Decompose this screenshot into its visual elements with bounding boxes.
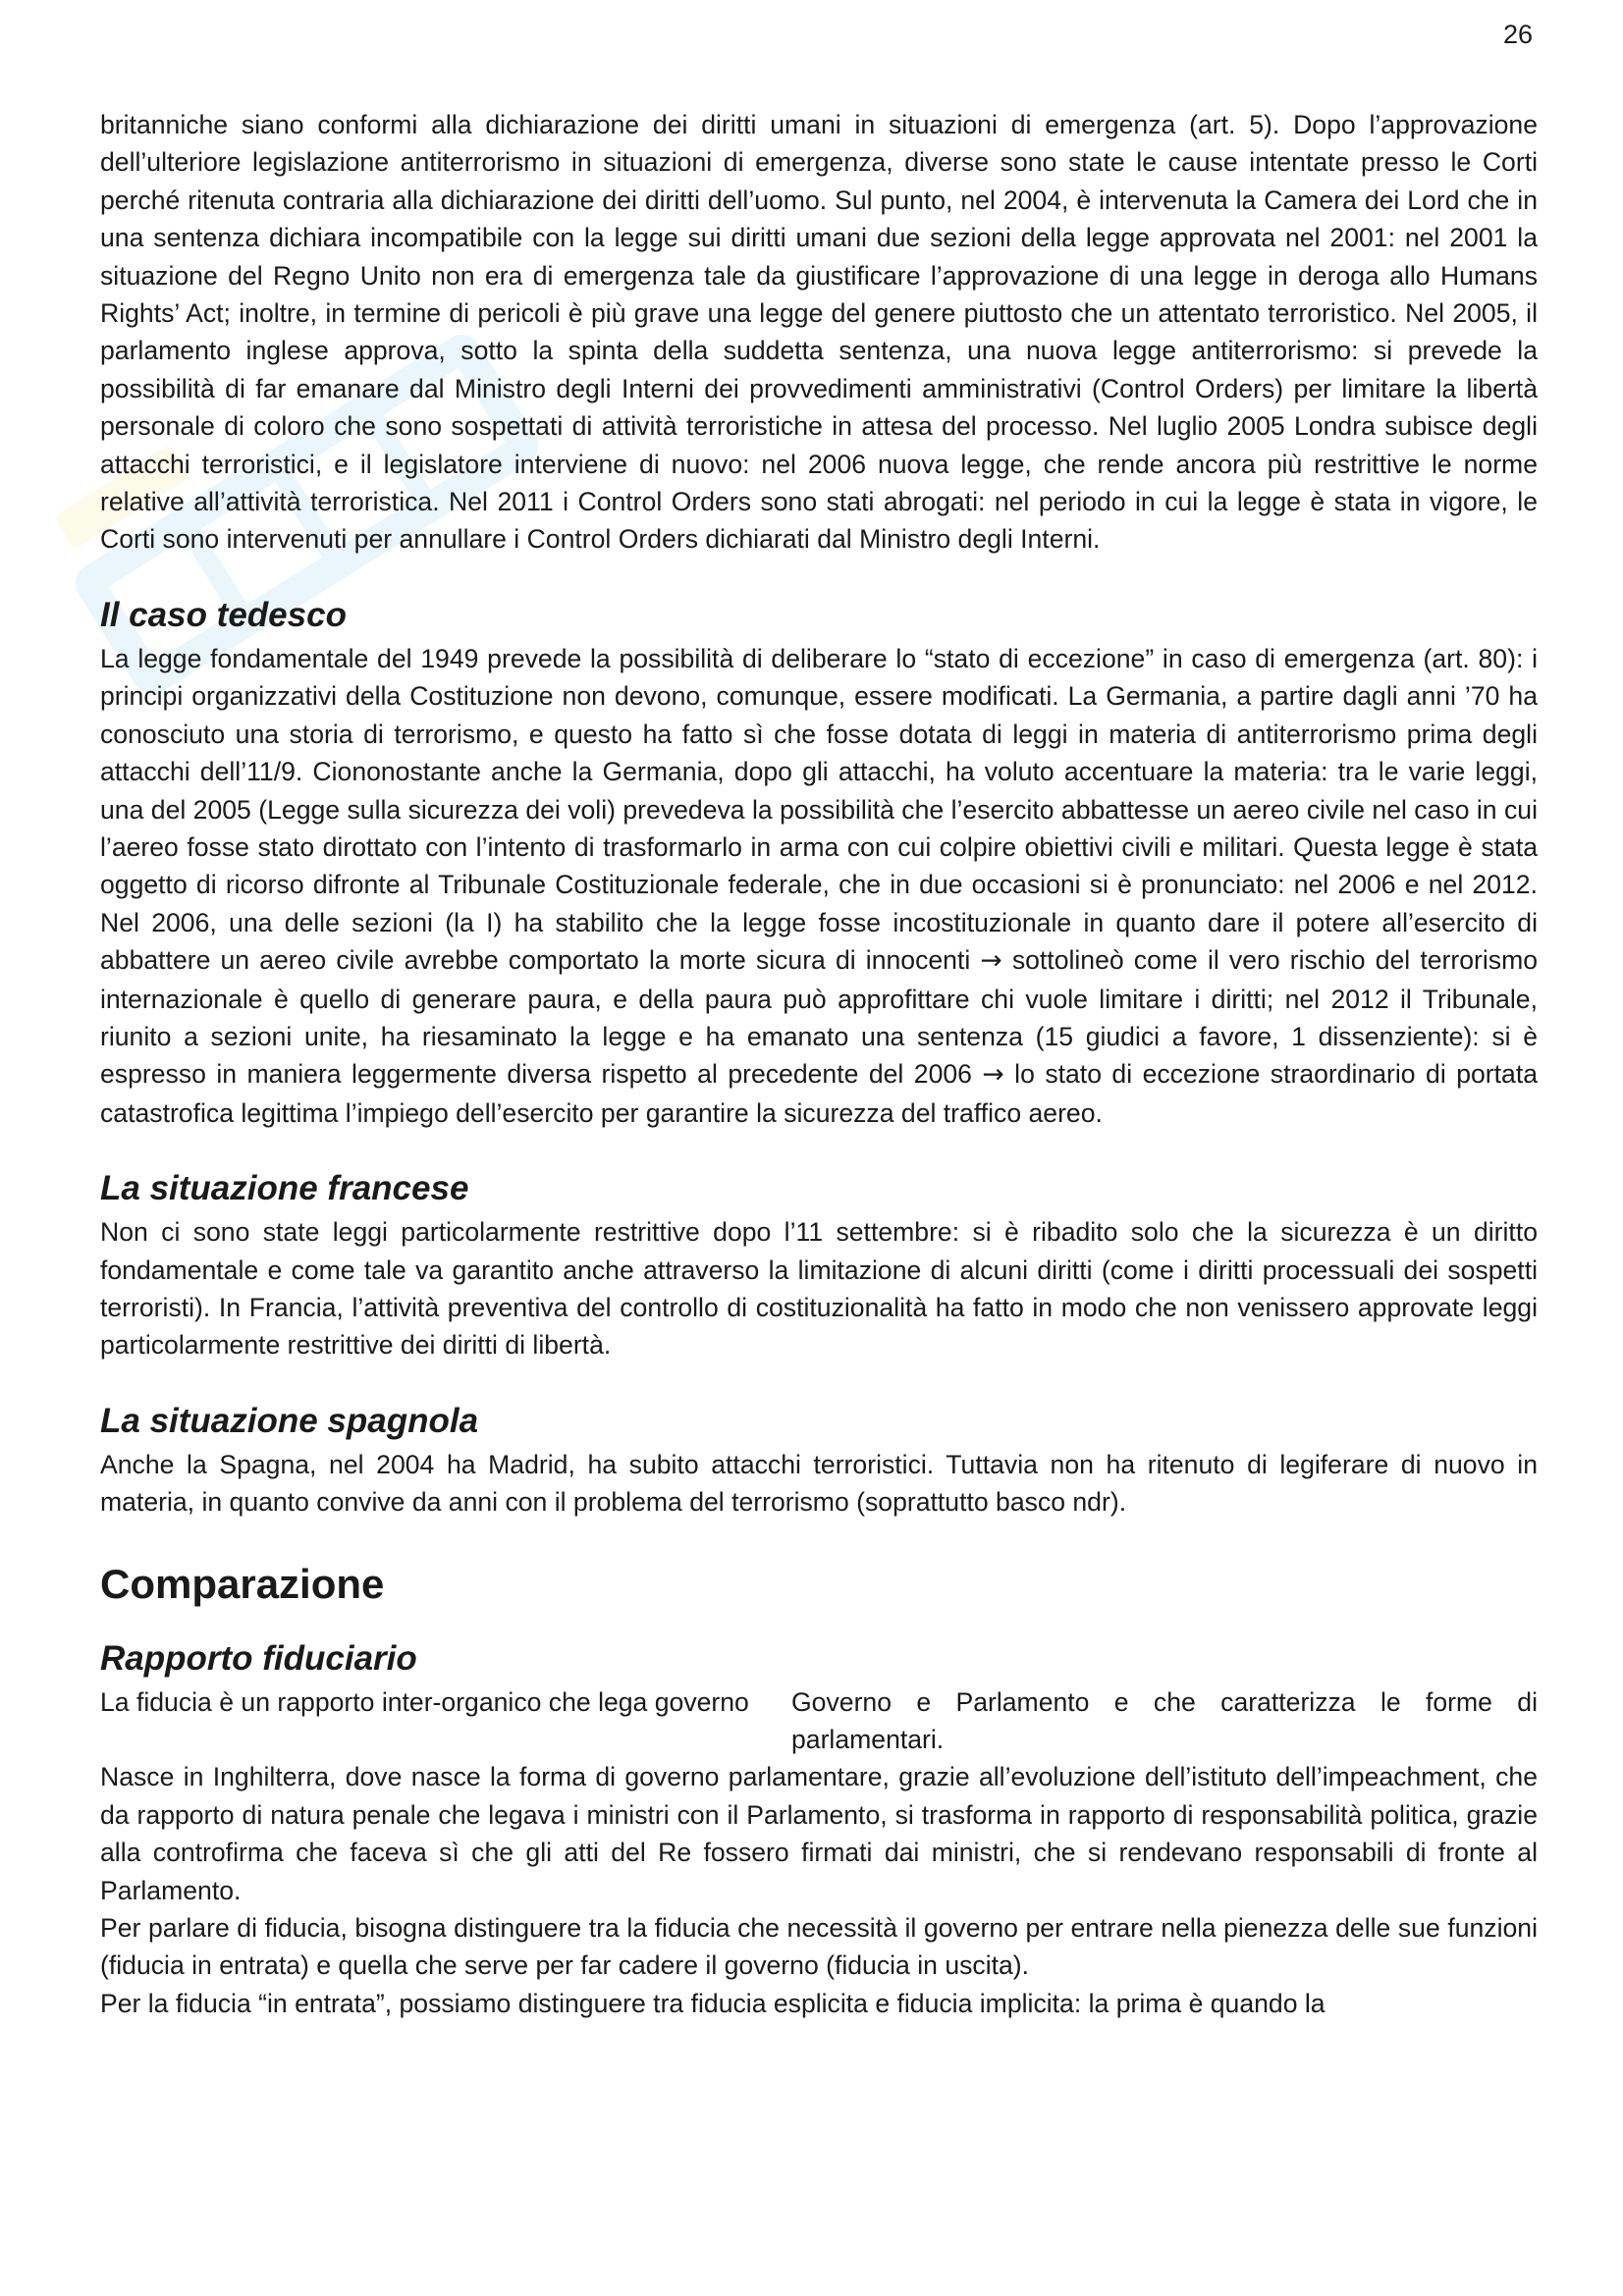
heading-spanish-situation: La situazione spagnola	[100, 1401, 479, 1440]
paragraph-spanish-situation: Anche la Spagna, nel 2004 ha Madrid, ha subito attacchi terroristici. Tuttavia non ha ritenuto di legiferare di nuovo in materia, in quanto convive da anni con il problema del terrorismo (soprattutto basco ndr).	[100, 1449, 1538, 1518]
heading-german-case: Il caso tedesco	[100, 595, 347, 634]
heading-fiduciary-relationship: Rapporto fiduciario	[100, 1638, 417, 1678]
paragraph-fiduciary-in-entry: Per la fiducia “in entrata”, possiamo distinguere tra fiducia esplicita e fiducia implicita: la prima è quando la	[100, 1988, 1325, 2018]
right-arrow-icon: →	[982, 1059, 1004, 1091]
german-text-part-1: La legge fondamentale del 1949 prevede la possibilità di deliberare lo “stato di eccezione” in caso di emergenza (art. 80): i principi organizzativi della Costituzione non devono, comunque, essere modificati. La Germania, a partire dagli anni ’70 ha conosciuto una storia di terrorismo, e questo ha fatto sì che fosse dotata di leggi in materia di antiterrorismo prima degli attacchi dell’11/9. Ciononostante anche la Germania, dopo gli attacchi, ha voluto accentuare la materia: tra le varie leggi, una del 2005 (Legge sulla sicurezza dei voli) prevedeva la possibilità che l’esercito abbattesse un aereo civile nel caso in cui l’aereo fosse stato dirottato con l’intento di trasformarlo in arma con cui colpire obiettivi civili e militari. Questa legge è stata oggetto di ricorso difronte al Tribunale Costituzionale federale, che in due occasioni si è pronunciato: nel 2006 e nel 2012. Nel 2006, una delle sezioni (la I) ha stabilito che la legge fosse incostituzionale in quanto dare il potere all’esercito di abbattere un aereo civile avrebbe comportato la morte sicura di innocenti	[100, 643, 1538, 976]
heading-comparison: Comparazione	[100, 1560, 385, 1607]
right-arrow-icon: →	[980, 945, 1002, 977]
paragraph-uk-antiterrorism: britanniche siano conformi alla dichiarazione dei diritti umani in situazioni di emergenza (art. 5). Dopo l’approvazione dell’ulteriore legislazione antiterrorismo in situazioni di emergenza, diverse sono state le cause intentate presso le Corti perché ritenuta contraria alla dichiarazione dei diritti dell’uomo. Sul punto, nel 2004, è intervenuta la Camera dei Lord che in una sentenza dichiara incompatibile con la legge sui diritti umani due sezioni della legge approvata nel 2001: nel 2001 la situazione del Regno Unito non era di emergenza tale da giustificare l’approvazione di una legge in deroga allo Humans Rights’ Act; inoltre, in termine di pericoli è più grave una legge del genere piuttosto che un attentato terroristico. Nel 2005, il parlamento inglese approva, sotto la spinta della suddetta sentenza, una nuova legge antiterrorismo: si prevede la possibilità di far emanare dal Ministro degli Interni dei provvedimenti amministrativi (Control Orders) per limitare la libertà personale di coloro che sono sospettati di attività terroristiche in attesa del processo. Nel luglio 2005 Londra subisce degli attacchi terroristici, e il legislatore interviene di nuovo: nel 2006 nuova legge, che rende ancora più restrittive le norme relative all’attività terroristica. Nel 2011 i Control Orders sono stati abrogati: nel periodo in cui la legge è stata in vigore, le Corti sono intervenuti per annullare i Control Orders dichiarati dal Ministro degli Interni.	[100, 110, 1538, 555]
german-text-part-3: lo stato di eccezione straordinario di portata catastrofica legittima l’impiego dell’esercito per garantire la sicurezza del traffico aereo.	[100, 1059, 1538, 1128]
fiduciary-intro-columns	[100, 1683, 1538, 1759]
paragraph-french-situation: Non ci sono state leggi particolarmente restrittive dopo l’11 settembre: si è ribadito solo che la sicurezza è un diritto fondamentale e come tale va garantito anche attraverso la limitazione di alcuni diritti (come i diritti processuali dei sospetti terroristi). In Francia, l’attività preventiva del controllo di costituzionalità ha fatto in modo che non venissero approvate leggi particolarmente restrittive dei diritti di libertà.	[100, 1217, 1538, 1361]
paragraph-fiduciary-types: Per parlare di fiducia, bisogna distinguere tra la fiducia che necessità il governo per entrare nella pienezza delle sue funzioni (fiducia in entrata) e quella che serve per far cadere il governo (fiducia in uscita).	[100, 1913, 1538, 1981]
german-text-part-2: sottolineò come il vero rischio del terrorismo internazionale è quello di generare paura, e della paura può approfittare chi vuole limitare i diritti; nel 2012 il Tribunale, riunito a sezioni unite, ha riesaminato la legge e ha emanato una sentenza (15 giudici a favore, 1 dissenziente): si è espresso in maniera leggermente diversa rispetto al precedente del 2006	[100, 945, 1539, 1090]
paragraph-german-case	[100, 640, 1538, 1132]
document-body	[100, 106, 1538, 2022]
fiduciary-intro-left: La fiducia è un rapporto inter-organico che lega governo	[100, 1686, 749, 1717]
heading-french-situation: La situazione francese	[100, 1169, 469, 1208]
page-number: 26	[1502, 20, 1533, 49]
fiduciary-intro-right: Governo e Parlamento e che caratterizza le forme di parlamentari.	[791, 1686, 1538, 1754]
paragraph-fiduciary-origin: Nasce in Inghilterra, dove nasce la forma di governo parlamentare, grazie all’evoluzione dell’istituto dell’impeachment, che da rapporto di natura penale che legava i ministri con il Parlamento, si trasforma in rapporto di responsabilità politica, grazie alla controfirma che faceva sì che gli atti del Re fossero firmati dai ministri, che si rendevano responsabili di fronte al Parlamento.	[100, 1762, 1538, 1905]
